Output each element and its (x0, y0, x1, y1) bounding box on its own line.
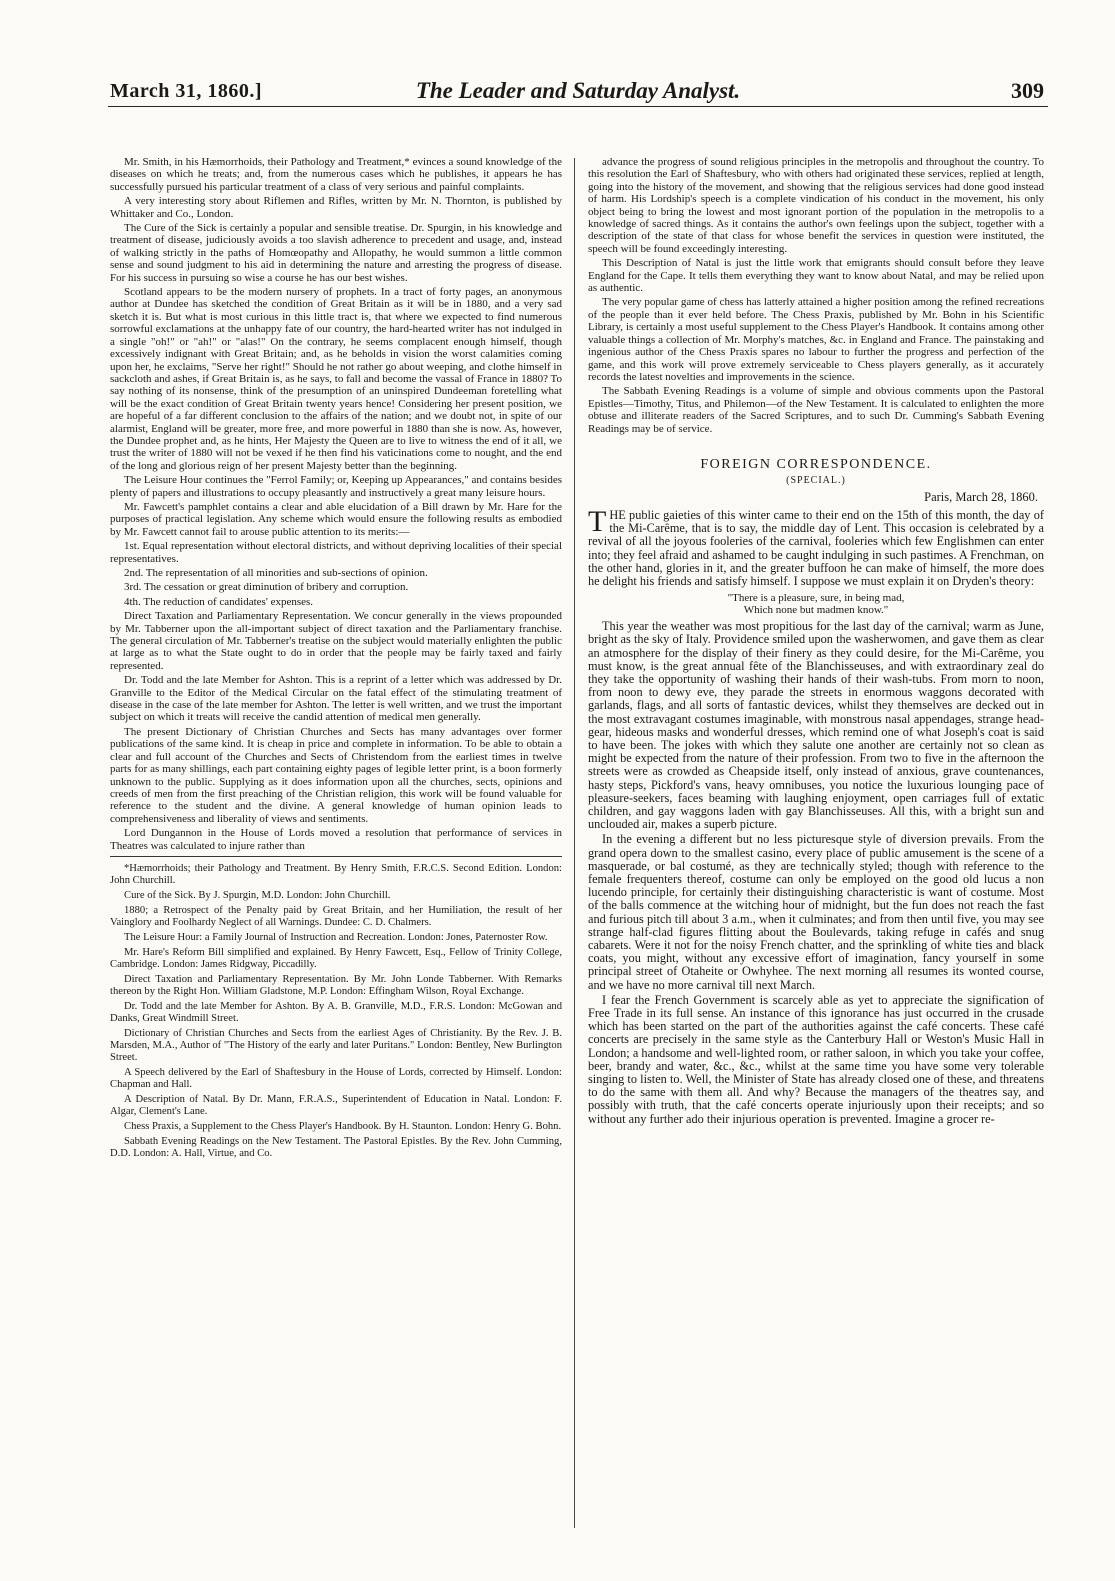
review-paragraph: Scotland appears to be the modern nursery of prophets. In a tract of forty pages, an anonymous author at Dundee has sketched the condition of Great Britain as it will be in 1880, and a very sad sketch it is. But what is most curious in this little tract is, that where we expected to find numerous sorrowful exclamations at the unhappy fate of our country, the hard-hearted writer has not indulged in a single "oh!" or "ah!" or "alas!" On the contrary, he seems complacent enough himself, though excessively indignant with Great Britain; and, as he beholds in vision the worst calamities coming upon her, he exclaims, "Serve her right!" Should he not rather go about weeping, and clothe himself in sackcloth and ashes, if Great Britain is, as he says, to fall and become the vassal of France in 1880? To say nothing of its nonsense, think of the presumption of an uninspired Dundeeman foretelling what will be the exact condition of Great Britain twenty years hence! Considering her present position, we are hopeful of a far different conclusion to the affairs of the nation; and we doubt not, in spite of our alarmist, England will be greater, more free, and more powerful in 1880 than she is now. As, however, the Dundee prophet and, as he hints, Her Majesty the Queen are to live to witness the end of it all, we trust the writer of 1880 will not be vexed if he then find his vaticinations come to nought, and the end of the long and glorious reign of her present Majesty better than the beginning. (110, 286, 562, 472)
correspondence-paragraph: I fear the French Government is scarcely able as yet to appreciate the signification of Free Trade in its full sense. An instance of this ignorance has just occurred in the crusade which has been started on the part of the authorities against the café concerts. These café concerts are precisely in the same style as the Canterbury Hall or Weston's Music Hall in London; a handsome and well-lighted room, or rather saloon, in which you take your coffee, beer, brandy and water, &c., &c., whilst at the same time you have some very tolerable singing to listen to. Well, the Minister of State has already closed one of these, and threatens to do the same with them all. And why? Because the managers of the theatres say, and possibly with truth, that the café concerts operate injuriously upon their receipts; and so without any further ado their injurious operation is prevented. Imagine a grocer re- (588, 992, 1044, 1126)
footnote: Mr. Hare's Reform Bill simplified and explained. By Henry Fawcett, Esq., Fellow of Trinity College, Cambridge. London: James Ridgway, Piccadilly. (110, 946, 562, 970)
footnote: The Leisure Hour: a Family Journal of Instruction and Recreation. London: Jones, Paternoster Row. (124, 931, 548, 943)
dateline: Paris, March 28, 1860. (924, 489, 1038, 504)
dryden-quote (588, 592, 1044, 616)
review-paragraph: advance the progress of sound religious principles in the metropolis and throughout the country. To this resolution the Earl of Shaftesbury, who with others had originated these services, replied at length, going into the history of the movement, and showing that the religious services had done good instead of harm. His Lordship's speech is a complete vindication of his conduct in the movement, his only object being to bring the lowest and most ignorant portion of the population in the metropolis to a knowledge of sacred things. As it contains the author's own feelings upon the subject, together with a description of the state of that class for whose benefit the services in question were instituted, the speech will be found exceedingly interesting. (588, 156, 1044, 255)
reviews-continued (588, 156, 1044, 435)
reviews-section (110, 156, 562, 852)
right-column (588, 156, 1044, 1128)
review-paragraph: The present Dictionary of Christian Churches and Sects has many advantages over former publications of the same kind. It is cheap in price and complete in information. To be able to obtain a clear and full account of the Churches and Sects of Christendom from the earliest times in twelve parts for as many shillings, each part containing eighty pages of legible letter print, is a boon formerly unknown to the public. Supplying as it does information upon all the churches, sects, opinions and creeds of men from the first preaching of the Christian religion, this work will be found valuable for reference to the student and the divine. A general knowledge of human opinion leads to comprehensiveness and liberality of views and sentiments. (110, 725, 562, 825)
footnotes (110, 856, 562, 1160)
footnote: Chess Praxis, a Supplement to the Chess Player's Handbook. By H. Staunton. London: Henry G. Bohn. (124, 1120, 562, 1132)
correspondence-paragraph: In the evening a different but no less picturesque style of diversion prevails. From the grand opera down to the smallest casino, every place of public amusement is the scene of a masquerade, or bal costumé, as they are technically styled; though with reference to the female frequenters thereof, costume can only be employed on the good old lucus a non lucendo principle, for certainly their distinguishing characteristic is want of costume. Most of the balls commence at the witching hour of midnight, but the fun does not reach the fast and furious pitch till about 3 a.m., when it culminates; and from then until five, you may see strange half-clad figures flitting about the Boulevards, taking refuge in cafés and snug cabarets. Were it not for the noisy French chatter, and the sprinkling of white ties and black coats, you might, without any excessive effort of imagination, fancy yourself in some principal street of Otaheite or Owhyhee. The next morning all resumes its wonted course, and we have no more carnival till next March. (588, 832, 1044, 992)
correspondence-paragraph: This year the weather was most propitious for the last day of the carnival; warm as June, bright as the sky of Italy. Providence smiled upon the washerwomen, and gave them as clear an atmosphere for the display of their finery as they could desire, for the Mi-Carême, you must know, is the great annual fête of the Blanchisseuses, and with extraordinary zeal do they take the opportunity of washing their hands of their wash-tubs. From morn to noon, from noon to dewy eve, they parade the streets in enormous waggons decorated with garlands, flags, and all sorts of fantastic devices, whilst they themselves are decked out in the most extravagant costumes imaginable, with monstrous nasal appendages, strange head-gear, hideous masks and wonderful dresses, which remind one of what Joseph's coat is said to have been. The jokes with which they salute one another are certainly not so clean as might be expected from the nature of their profession. From two to five in the afternoon the streets were as crowded as Cheapside itself, only instead of anxious, grave countenances, hasty steps, Pickford's vans, heavy omnibuses, you notice the luxurious lounging pace of pleasure-seekers, faces beaming with laughing enjoyment, open carriages full of extatic children, and gay waggons laden with gay Blanchisseuses. All this, with a bright sun and unclouded air, makes a superb picture. (588, 619, 1044, 832)
issue-date: March 31, 1860.] (110, 80, 263, 102)
footnote: Sabbath Evening Readings on the New Testament. The Pastoral Epistles. By the Rev. John Cumming, D.D. London: A. Hall, Virtue, and Co. (110, 1135, 562, 1159)
column-divider (574, 158, 575, 1528)
left-column (110, 156, 562, 1163)
footnote: A Description of Natal. By Dr. Mann, F.R.A.S., Superintendent of Education in Natal. London: F. Algar, Clement's Lane. (110, 1093, 562, 1117)
review-paragraph: Mr. Smith, in his Hæmorrhoids, their Pathology and Treatment,* evinces a sound knowledge of the diseases on which he treats; and, from the numerous cases which he publishes, it appears he has successfully pursued his particular treatment of a class of very serious and painful complaints. (110, 156, 562, 193)
section-heading: FOREIGN CORRESPONDENCE. (700, 456, 932, 472)
lead-paragraph (588, 504, 1044, 588)
fawcett-results-list (110, 540, 562, 608)
correspondence-body (588, 504, 1044, 1126)
footnote: Cure of the Sick. By J. Spurgin, M.D. London: John Churchill. (124, 889, 391, 901)
footnote: Dictionary of Christian Churches and Sects from the earliest Ages of Christianity. By the Rev. J. B. Marsden, M.A., Author of "The History of the early and later Puritans." London: Bentley, New Burlington Street. (110, 1027, 562, 1063)
review-paragraph: The Sabbath Evening Readings is a volume of simple and obvious comments upon the Pastoral Epistles—Timothy, Titus, and Philemon—of the New Testament. It is calculated to enlighten the more obtuse and illiterate readers of the Sacred Scriptures, and to such Dr. Cumming's Sabbath Evening Readings may be of service. (588, 385, 1044, 435)
quote-line: Which none but madmen know." (743, 604, 889, 617)
review-paragraph: Direct Taxation and Parliamentary Representation. We concur generally in the views propounded by Mr. Tabberner upon the all-important subject of direct taxation and the Parliamentary franchise. The general circulation of Mr. Tabberner's treatise on the subject would materially enlighten the public at large as to what the State ought to do in order that the people may be fairly taxed and fairly represented. (110, 610, 562, 672)
review-paragraph: A very interesting story about Riflemen and Rifles, written by Mr. N. Thornton, is published by Whittaker and Co., London. (110, 195, 562, 220)
review-paragraph: Dr. Todd and the late Member for Ashton. This is a reprint of a letter which was addressed by Dr. Granville to the Editor of the Medical Circular on the fatal effect of the stimulating treatment of disease in the case of the late member for Ashton. The letter is well written, and we trust the important subject on which it treats will receive the candid attention of medical men generally. (110, 674, 562, 724)
section-subheading: (SPECIAL.) (786, 474, 846, 486)
quote-line: "There is a pleasure, sure, in being mad, (727, 592, 905, 605)
review-paragraph: Mr. Fawcett's pamphlet contains a clear and able elucidation of a Bill drawn by Mr. Hare for the purposes of practical legislation. Any scheme which would ensure the following results as embodied by Mr. Fawcett cannot fail to arouse public attention to its merits:— (110, 500, 562, 538)
drop-cap: T (588, 504, 607, 538)
footnote: 1880; a Retrospect of the Penalty paid by Great Britain, and her Humiliation, the result of her Vainglory and Foolhardy Neglect of all Warnings. Dundee: C. D. Chalmers. (110, 904, 562, 928)
footnote: Direct Taxation and Parliamentary Representation. By Mr. John Londe Tabberner. With Remarks thereon by the Right Hon. William Gladstone, M.P. London: Effingham Wilson, Royal Exchange. (110, 973, 562, 997)
list-item: 2nd. The representation of all minorities and sub-sections of opinion. (124, 567, 428, 579)
masthead (108, 76, 1048, 107)
review-paragraph: The Cure of the Sick is certainly a popular and sensible treatise. Dr. Spurgin, in his knowledge and treatment of disease, judiciously avoids a too slavish adherence to precedent and usage, and, instead of walking strictly in the paths of Homœopathy and Allopathy, he would summon a little common sense and sound judgment to his aid in determining the nature and arresting the progress of disease. For his success in pursuing so wise a course he has our best wishes. (110, 222, 562, 284)
list-item: 4th. The reduction of candidates' expenses. (124, 595, 314, 608)
review-paragraph: This Description of Natal is just the little work that emigrants should consult before they leave England for the Cape. It tells them everything they want to know about Natal, and may be relied upon as authentic. (588, 257, 1044, 295)
footnote: Dr. Todd and the late Member for Ashton. By A. B. Granville, M.D., F.R.S. London: McGowan and Danks, Great Windmill Street. (110, 1000, 562, 1024)
list-item: 1st. Equal representation without electoral districts, and without depriving localities of their special representatives. (110, 540, 562, 565)
lead-text: HE public gaieties of this winter came to their end on the 15th of this month, the day of the Mi-Carême, that is to say, the middle day of Lent. This occasion is celebrated by a revival of all the joyous fooleries of the carnival, fooleries which few Englishmen can enter into; they feel afraid and ashamed to be caught indulging in such pastimes. A Frenchman, on the other hand, glories in it, and the greater buffoon he can make of himself, the more does he delight his friends and satisfy himself. I suppose we must explain it on Dryden's theory: (588, 507, 1044, 588)
page-number: 309 (1011, 78, 1044, 103)
review-paragraph: Lord Dungannon in the House of Lords moved a resolution that performance of services in Theatres was calculated to injure rather than (110, 827, 562, 852)
footnote: A Speech delivered by the Earl of Shaftesbury in the House of Lords, corrected by Himself. London: Chapman and Hall. (110, 1066, 562, 1090)
publication-title: The Leader and Saturday Analyst. (415, 78, 741, 103)
footnote: *Hæmorrhoids; their Pathology and Treatment. By Henry Smith, F.R.C.S. Second Edition. London: John Churchill. (110, 862, 562, 886)
list-item: 3rd. The cessation or great diminution of bribery and corruption. (124, 581, 409, 594)
review-paragraph: The very popular game of chess has latterly attained a higher position among the refined recreations of the people than it ever held before. The Chess Praxis, published by Mr. Bohn in his Scientific Library, is certainly a most useful supplement to the Chess Player's Handbook. It contains among other valuable things a collection of Mr. Morphy's matches, &c. in England and France. The painstaking and ingenious author of the Chess Praxis spares no labour to further the progress and perfection of the game, and this work will prove extremely serviceable to Chess players generally, as it accurately records the latest novelties and improvements in the science. (588, 296, 1044, 383)
review-paragraph: The Leisure Hour continues the "Ferrol Family; or, Keeping up Appearances," and contains besides plenty of papers and illustrations to occupy pleasantly and instructively a great many leisure hours. (110, 474, 562, 499)
